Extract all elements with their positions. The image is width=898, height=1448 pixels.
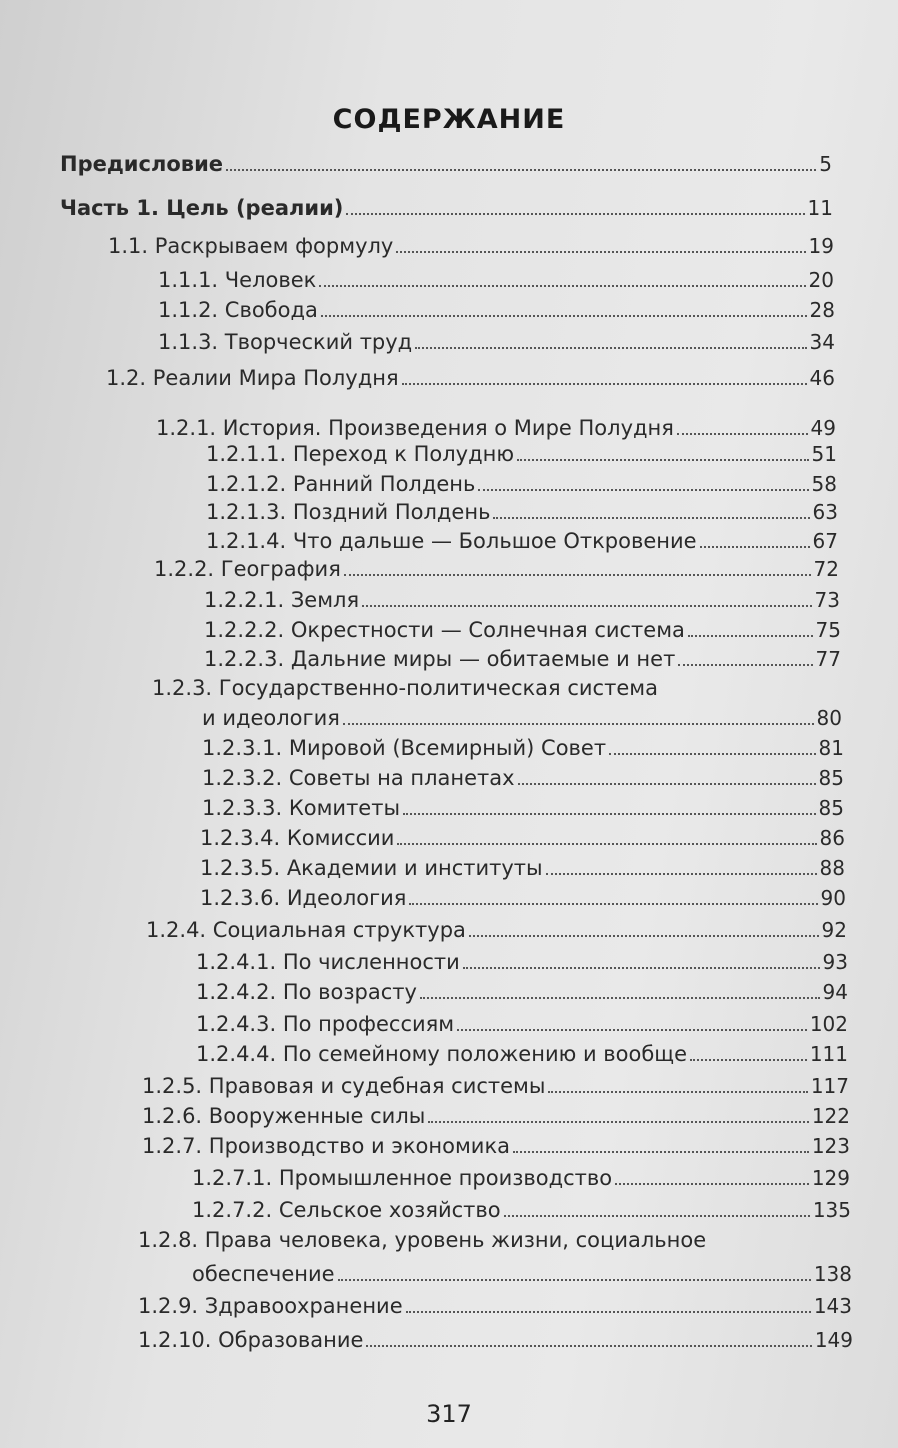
toc-entry <box>200 850 845 880</box>
toc-entry-page: 20 <box>808 268 834 292</box>
toc-entry <box>192 1256 852 1286</box>
toc-entry <box>196 1036 848 1066</box>
toc-entry <box>108 228 834 258</box>
toc-entry-label: 1.2.4.2. По возрасту <box>196 980 417 1004</box>
toc-entry-label: 1.1. Раскрываем формулу <box>108 234 394 258</box>
toc-entry-label: Предисловие <box>60 152 224 176</box>
toc-dot-leader <box>366 1345 811 1347</box>
toc-entry-page: 88 <box>819 856 845 880</box>
toc-entry-label: 1.2.3.4. Комиссии <box>200 826 395 850</box>
toc-entry <box>204 582 840 612</box>
toc-entry-page: 90 <box>820 886 846 910</box>
toc-entry <box>158 262 834 292</box>
toc-entry <box>192 1160 850 1190</box>
toc-entry <box>158 292 835 322</box>
toc-entry <box>202 760 844 790</box>
toc-entry-page: 93 <box>822 950 848 974</box>
toc-entry-label: 1.2.3.1. Мировой (Всемирный) Совет <box>202 736 607 760</box>
toc-entry-label: 1.2.3.6. Идеология <box>200 886 407 910</box>
toc-dot-leader <box>396 251 805 253</box>
toc-dot-leader <box>321 315 807 317</box>
toc-entry-page: 85 <box>818 796 844 820</box>
toc-entry-label: 1.2.4.4. По семейному положению и вообще <box>196 1042 687 1066</box>
toc-dot-leader <box>678 664 812 666</box>
toc-entry-label: 1.2.7.1. Промышленное производство <box>192 1166 613 1190</box>
toc-dot-leader <box>493 517 809 519</box>
toc-dot-leader <box>420 997 820 999</box>
toc-entry <box>142 1128 850 1158</box>
toc-entry-label: и идеология <box>202 706 340 730</box>
toc-entry-page: 77 <box>815 647 841 671</box>
toc-dot-leader <box>463 967 820 969</box>
toc-entry-label: 1.2.4.1. По численности <box>196 950 460 974</box>
toc-dot-leader <box>346 213 804 215</box>
toc-entry-page: 122 <box>811 1104 850 1128</box>
toc-entry-label: 1.2.7. Производство и экономика <box>142 1134 510 1158</box>
toc-entry-label: 1.2.3.3. Комитеты <box>202 796 401 820</box>
toc-dot-leader <box>504 1215 810 1217</box>
toc-entry-page: 73 <box>814 588 840 612</box>
toc-entry-label: 1.1.2. Свобода <box>158 298 318 322</box>
toc-entry <box>204 612 841 642</box>
toc-dot-leader <box>409 903 817 905</box>
toc-dot-leader <box>402 383 807 385</box>
toc-entry-label: 1.2.5. Правовая и судебная системы <box>142 1074 546 1098</box>
toc-entry-page: 111 <box>809 1042 848 1066</box>
toc-entry <box>206 466 837 496</box>
toc-dot-leader <box>513 1151 809 1153</box>
toc-entry <box>146 912 847 942</box>
toc-entry-page: 28 <box>809 298 835 322</box>
toc-entry-page: 34 <box>809 330 835 354</box>
toc-entry-page: 72 <box>813 557 839 581</box>
toc-entry-label: 1.2.1.2. Ранний Полдень <box>206 472 476 496</box>
toc-entry-label: 1.2.10. Образование <box>138 1328 364 1352</box>
toc-entry-label: 1.1.3. Творческий труд <box>158 330 413 354</box>
toc-entry-page: 49 <box>810 416 836 440</box>
toc-entry <box>138 1288 852 1318</box>
toc-entry <box>158 324 835 354</box>
toc-entry-label: 1.1.1. Человек <box>158 268 317 292</box>
toc-entry-label: обеспечение <box>192 1262 335 1286</box>
toc-entry-label: 1.2.9. Здравоохранение <box>138 1294 403 1318</box>
toc-entry-label: 1.2.6. Вооруженные силы <box>142 1104 426 1128</box>
toc-entry-page: 123 <box>811 1134 850 1158</box>
toc-entry-label-first-line: 1.2.8. Права человека, уровень жизни, социальное <box>138 1228 707 1252</box>
toc-entry <box>206 494 838 524</box>
toc-dot-leader <box>415 347 806 349</box>
toc-entry-label: 1.2.2.2. Окрестности — Солнечная система <box>204 618 685 642</box>
toc-dot-leader <box>700 546 810 548</box>
toc-entry <box>106 360 835 390</box>
toc-dot-leader <box>688 635 813 637</box>
toc-dot-leader <box>690 1059 807 1061</box>
toc-entry-page: 85 <box>818 766 844 790</box>
toc-entry-page: 58 <box>811 472 837 496</box>
toc-dot-leader <box>615 1183 809 1185</box>
toc-dot-leader <box>518 783 816 785</box>
toc-dot-leader <box>403 813 816 815</box>
toc-entry-label-first-line: 1.2.3. Государственно-политическая система <box>152 676 658 700</box>
toc-dot-leader <box>319 285 805 287</box>
toc-dot-leader <box>338 1279 811 1281</box>
toc-entry-label: 1.2.1.1. Переход к Полудню <box>206 442 515 466</box>
toc-dot-leader <box>344 574 811 576</box>
toc-entry-page: 143 <box>813 1294 852 1318</box>
page-number: 317 <box>426 1400 472 1428</box>
toc-dot-leader <box>226 169 816 171</box>
toc-entry <box>154 551 839 581</box>
toc-entry <box>60 146 832 176</box>
toc-entry-label: 1.2.3.2. Советы на планетах <box>202 766 515 790</box>
toc-dot-leader <box>362 605 811 607</box>
toc-entry <box>202 700 842 730</box>
toc-entry-label: 1.2.2.1. Земля <box>204 588 360 612</box>
toc-entry-page: 149 <box>814 1328 853 1352</box>
toc-entry <box>196 1006 848 1036</box>
toc-entry <box>206 523 838 553</box>
toc-entry-label: 1.2.2.3. Дальние миры — обитаемые и нет <box>204 647 676 671</box>
toc-entry <box>202 730 844 760</box>
toc-entry-label: 1.2.2. География <box>154 557 341 581</box>
page-title: СОДЕРЖАНИЕ <box>332 104 566 135</box>
toc-dot-leader <box>469 935 819 937</box>
toc-entry-label: 1.2.4. Социальная структура <box>146 918 466 942</box>
toc-entry <box>192 1192 851 1222</box>
toc-dot-leader <box>609 753 815 755</box>
toc-dot-leader <box>677 433 808 435</box>
toc-entry-page: 19 <box>808 234 834 258</box>
toc-entry <box>138 1322 853 1352</box>
toc-dot-leader <box>517 459 809 461</box>
toc-entry-label: 1.2. Реалии Мира Полудня <box>106 366 399 390</box>
toc-entry-label: 1.2.1. История. Произведения о Мире Полудня <box>156 416 674 440</box>
toc-entry-page: 11 <box>807 196 833 220</box>
toc-entry <box>200 880 846 910</box>
toc-entry-page: 75 <box>815 618 841 642</box>
toc-dot-leader <box>546 873 817 875</box>
toc-dot-leader <box>548 1091 807 1093</box>
toc-entry-label: 1.2.4.3. По профессиям <box>196 1012 455 1036</box>
toc-entry-page: 46 <box>809 366 835 390</box>
toc-entry-label: 1.2.1.3. Поздний Полдень <box>206 500 491 524</box>
toc-entry <box>142 1068 849 1098</box>
toc-entry-page: 92 <box>821 918 847 942</box>
toc-entry <box>204 641 841 671</box>
toc-entry <box>196 974 848 1004</box>
toc-entry-page: 51 <box>811 442 837 466</box>
toc-entry <box>200 820 845 850</box>
toc-dot-leader <box>457 1029 807 1031</box>
toc-dot-leader <box>478 489 808 491</box>
toc-entry-label: Часть 1. Цель (реалии) <box>60 196 344 220</box>
toc-entry <box>60 190 833 220</box>
toc-dot-leader <box>343 723 814 725</box>
toc-dot-leader <box>406 1311 811 1313</box>
toc-entry <box>206 436 837 466</box>
toc-entry <box>196 944 848 974</box>
toc-entry-page: 81 <box>818 736 844 760</box>
toc-entry-page: 80 <box>816 706 842 730</box>
toc-entry-page: 135 <box>812 1198 851 1222</box>
toc-entry-label: 1.2.1.4. Что дальше — Большое Откровение <box>206 529 697 553</box>
toc-entry <box>142 1098 850 1128</box>
toc-entry-page: 129 <box>811 1166 850 1190</box>
toc-entry-page: 138 <box>813 1262 852 1286</box>
toc-entry-page: 67 <box>812 529 838 553</box>
toc-entry-label: 1.2.3.5. Академии и институты <box>200 856 543 880</box>
toc-entry-label: 1.2.7.2. Сельское хозяйство <box>192 1198 501 1222</box>
toc-entry-page: 5 <box>819 152 832 176</box>
toc-entry <box>202 790 844 820</box>
toc-entry-page: 63 <box>812 500 838 524</box>
toc-entry-page: 117 <box>810 1074 849 1098</box>
toc-dot-leader <box>428 1121 808 1123</box>
toc-entry-page: 102 <box>809 1012 848 1036</box>
toc-entry-page: 86 <box>819 826 845 850</box>
toc-entry-page: 94 <box>822 980 848 1004</box>
toc-dot-leader <box>397 843 816 845</box>
